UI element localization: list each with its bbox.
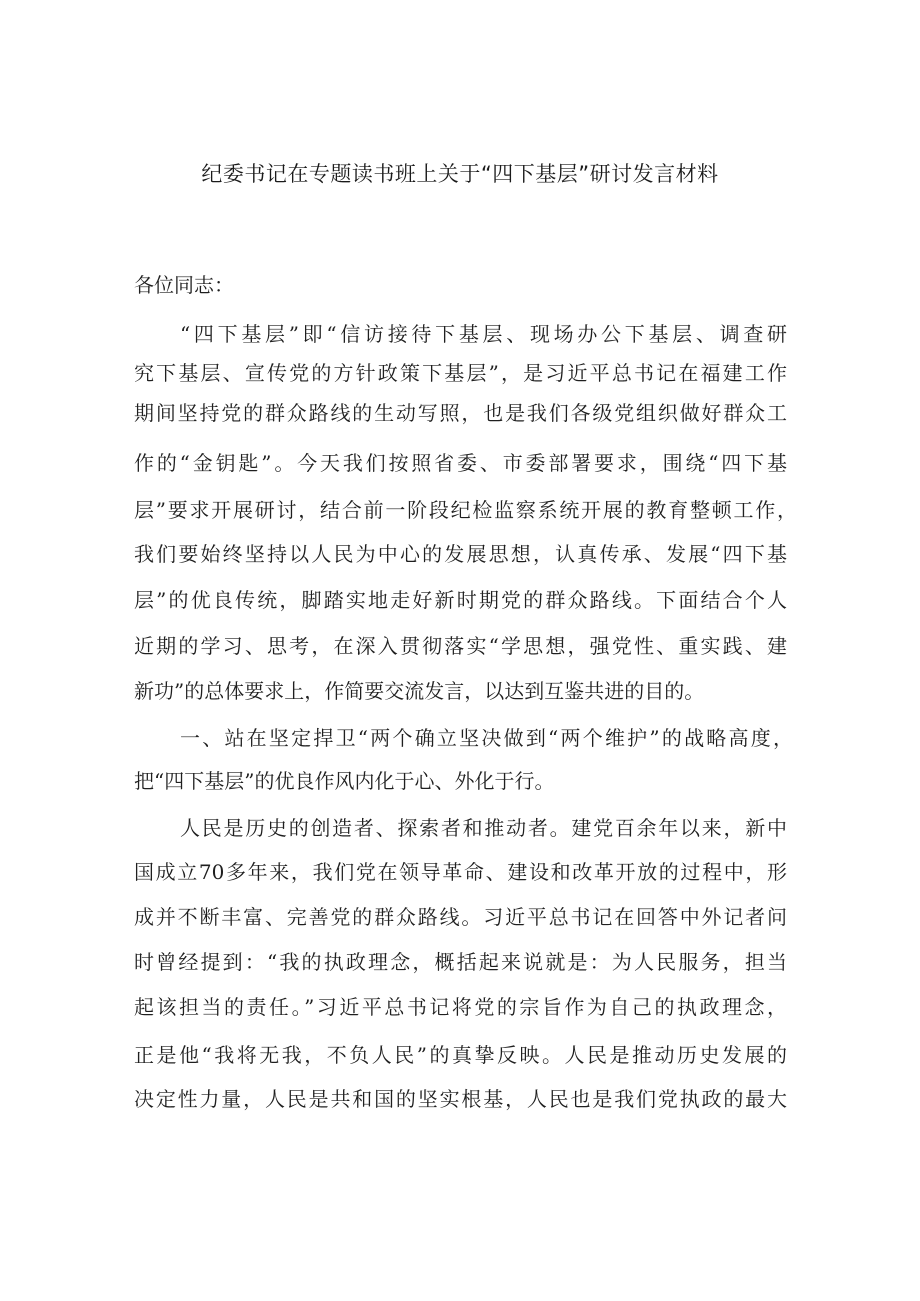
paragraph-line: 时曾经提到：“我的执政理念，概括起来说就是：为人民服务，担当 [134, 950, 787, 974]
paragraph-line: “四下基层”即“信访接待下基层、现场办公下基层、调查研 [180, 322, 787, 346]
paragraph-line: 决定性力量，人民是共和国的坚实根基，人民也是我们党执政的最大 [134, 1087, 787, 1111]
paragraph-line: 究下基层、宣传党的方针政策下基层”，是习近平总书记在福建工作 [134, 361, 787, 385]
paragraph-line: 作的“金钥匙”。今天我们按照省委、市委部署要求，围绕“四下基 [134, 451, 787, 475]
paragraph-line: 近期的学习、思考，在深入贯彻落实“学思想，强党性、重实践、建 [134, 634, 787, 658]
paragraph-line: 成并不断丰富、完善党的群众路线。习近平总书记在回答中外记者问 [134, 905, 787, 929]
paragraph-line: 国成立70多年来，我们党在领导革命、建设和改革开放的过程中，形 [134, 860, 787, 884]
document-title: 纪委书记在专题读书班上关于“四下基层”研讨发言材料 [201, 162, 719, 186]
paragraph-line: 我们要始终坚持以人民为中心的发展思想，认真传承、发展“四下基 [134, 542, 787, 566]
paragraph-line: 人民是历史的创造者、探索者和推动者。建党百余年以来，新中 [180, 816, 787, 840]
section-heading-line: 一、站在坚定捍卫“两个确立坚决做到“两个维护”的战略高度， [180, 726, 793, 750]
paragraph-line: 层”要求开展研讨，结合前一阶段纪检监察系统开展的教育整顿工作， [134, 498, 797, 522]
paragraph-line: 层”的优良传统，脚踏实地走好新时期党的群众路线。下面结合个人 [134, 588, 787, 612]
paragraph-line: 起该担当的责任。”习近平总书记将党的宗旨作为自己的执政理念， [134, 995, 787, 1019]
salutation: 各位同志： [134, 273, 234, 297]
paragraph-line: 新功”的总体要求上，作简要交流发言，以达到互鉴共进的目的。 [134, 679, 705, 703]
paragraph-line: 期间坚持党的群众路线的生动写照，也是我们各级党组织做好群众工 [134, 401, 787, 425]
paragraph-line: 正是他“我将无我，不负人民”的真挚反映。人民是推动历史发展的 [134, 1043, 787, 1067]
section-heading-line: 把“四下基层”的优良作风内化于心、外化于行。 [134, 769, 555, 793]
